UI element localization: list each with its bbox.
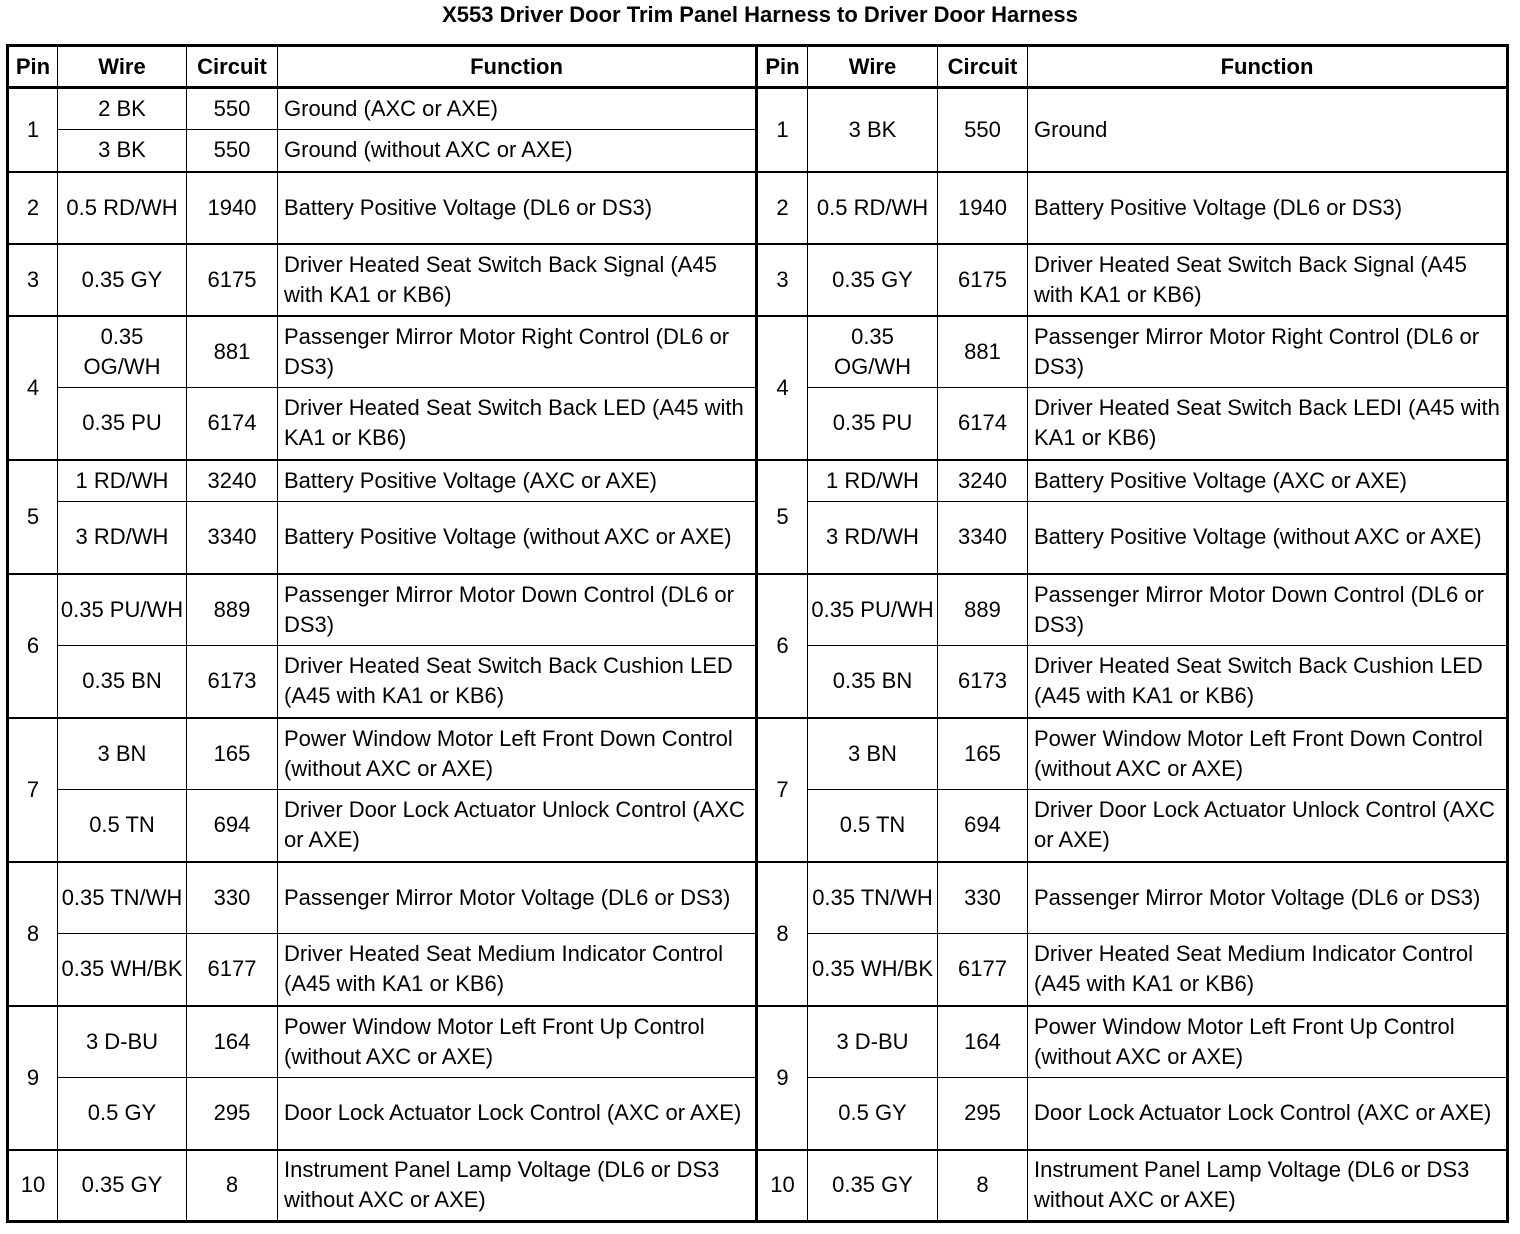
header-circuit: Circuit — [187, 46, 278, 88]
circuit-cell: 550 — [187, 88, 278, 130]
pin-cell: 3 — [757, 244, 808, 316]
header-function: Function — [1028, 46, 1508, 88]
circuit-cell: 1940 — [938, 172, 1028, 244]
pin-cell: 1 — [8, 88, 58, 172]
wire-cell: 0.5 TN — [808, 790, 938, 862]
table-row — [8, 316, 1508, 388]
table-row — [8, 172, 1508, 244]
circuit-cell: 6175 — [187, 244, 278, 316]
function-cell: Passenger Mirror Motor Voltage (DL6 or DS3) — [1028, 862, 1508, 934]
table-row — [8, 862, 1508, 934]
pin-cell: 9 — [757, 1006, 808, 1150]
wire-cell: 0.35 PU/WH — [58, 574, 187, 646]
function-cell: Battery Positive Voltage (without AXC or AXE) — [278, 502, 757, 574]
wire-cell: 0.35 GY — [58, 1150, 187, 1222]
wire-cell: 0.5 GY — [58, 1078, 187, 1150]
pin-cell: 10 — [8, 1150, 58, 1222]
circuit-cell: 881 — [938, 316, 1028, 388]
header-circuit: Circuit — [938, 46, 1028, 88]
circuit-cell: 3240 — [938, 460, 1028, 502]
circuit-cell: 3340 — [187, 502, 278, 574]
table-row — [8, 718, 1508, 790]
pin-cell: 6 — [757, 574, 808, 718]
function-cell: Ground (without AXC or AXE) — [278, 130, 757, 172]
function-cell: Driver Heated Seat Switch Back LED (A45 with KA1 or KB6) — [278, 388, 757, 460]
function-cell: Battery Positive Voltage (without AXC or AXE) — [1028, 502, 1508, 574]
pin-cell: 2 — [757, 172, 808, 244]
function-cell: Power Window Motor Left Front Up Control (without AXC or AXE) — [1028, 1006, 1508, 1078]
header-row — [8, 46, 1508, 88]
pin-cell: 5 — [8, 460, 58, 574]
pin-cell: 6 — [8, 574, 58, 718]
wire-cell: 0.5 RD/WH — [58, 172, 187, 244]
pin-cell: 3 — [8, 244, 58, 316]
function-cell: Passenger Mirror Motor Down Control (DL6 or DS3) — [278, 574, 757, 646]
function-cell: Power Window Motor Left Front Down Control (without AXC or AXE) — [1028, 718, 1508, 790]
circuit-cell: 3340 — [938, 502, 1028, 574]
circuit-cell: 6174 — [187, 388, 278, 460]
table-row — [8, 1150, 1508, 1222]
function-cell: Ground (AXC or AXE) — [278, 88, 757, 130]
circuit-cell: 295 — [187, 1078, 278, 1150]
pin-cell: 4 — [757, 316, 808, 460]
circuit-cell: 164 — [187, 1006, 278, 1078]
function-cell: Driver Heated Seat Switch Back Signal (A45 with KA1 or KB6) — [278, 244, 757, 316]
function-cell: Instrument Panel Lamp Voltage (DL6 or DS3 without AXC or AXE) — [278, 1150, 757, 1222]
circuit-cell: 164 — [938, 1006, 1028, 1078]
function-cell: Driver Heated Seat Medium Indicator Control (A45 with KA1 or KB6) — [278, 934, 757, 1006]
circuit-cell: 6174 — [938, 388, 1028, 460]
wire-cell: 0.35 TN/WH — [808, 862, 938, 934]
circuit-cell: 295 — [938, 1078, 1028, 1150]
pin-cell: 8 — [757, 862, 808, 1006]
circuit-cell: 6173 — [187, 646, 278, 718]
function-cell: Driver Heated Seat Switch Back LEDI (A45 with KA1 or KB6) — [1028, 388, 1508, 460]
function-cell: Battery Positive Voltage (AXC or AXE) — [278, 460, 757, 502]
circuit-cell: 330 — [938, 862, 1028, 934]
wire-cell: 0.35 GY — [58, 244, 187, 316]
wire-cell: 0.35 OG/WH — [58, 316, 187, 388]
header-pin: Pin — [757, 46, 808, 88]
circuit-cell: 694 — [938, 790, 1028, 862]
wire-cell: 0.35 PU — [808, 388, 938, 460]
wire-cell: 3 D-BU — [58, 1006, 187, 1078]
wire-cell: 1 RD/WH — [808, 460, 938, 502]
pin-cell: 10 — [757, 1150, 808, 1222]
pin-cell: 7 — [757, 718, 808, 862]
function-cell: Driver Heated Seat Switch Back Cushion LED (A45 with KA1 or KB6) — [1028, 646, 1508, 718]
circuit-cell: 6177 — [938, 934, 1028, 1006]
wire-cell: 3 RD/WH — [58, 502, 187, 574]
function-cell: Instrument Panel Lamp Voltage (DL6 or DS3 without AXC or AXE) — [1028, 1150, 1508, 1222]
function-cell: Passenger Mirror Motor Right Control (DL6 or DS3) — [1028, 316, 1508, 388]
pinout-body — [8, 88, 1508, 1222]
table-row — [8, 460, 1508, 502]
function-cell: Door Lock Actuator Lock Control (AXC or AXE) — [278, 1078, 757, 1150]
wire-cell: 0.5 GY — [808, 1078, 938, 1150]
circuit-cell: 1940 — [187, 172, 278, 244]
wire-cell: 2 BK — [58, 88, 187, 130]
circuit-cell: 165 — [187, 718, 278, 790]
header-function: Function — [278, 46, 757, 88]
wire-cell: 0.35 BN — [58, 646, 187, 718]
pin-cell: 7 — [8, 718, 58, 862]
pin-cell: 4 — [8, 316, 58, 460]
circuit-cell: 6177 — [187, 934, 278, 1006]
circuit-cell: 8 — [187, 1150, 278, 1222]
circuit-cell: 165 — [938, 718, 1028, 790]
wire-cell: 3 BN — [58, 718, 187, 790]
wire-cell: 3 BK — [808, 88, 938, 172]
circuit-cell: 550 — [938, 88, 1028, 172]
wire-cell: 0.35 PU/WH — [808, 574, 938, 646]
function-cell: Passenger Mirror Motor Voltage (DL6 or DS3) — [278, 862, 757, 934]
function-cell: Battery Positive Voltage (AXC or AXE) — [1028, 460, 1508, 502]
function-cell: Driver Door Lock Actuator Unlock Control (AXC or AXE) — [278, 790, 757, 862]
wire-cell: 0.35 WH/BK — [808, 934, 938, 1006]
function-cell: Door Lock Actuator Lock Control (AXC or AXE) — [1028, 1078, 1508, 1150]
function-cell: Power Window Motor Left Front Down Control (without AXC or AXE) — [278, 718, 757, 790]
function-cell: Power Window Motor Left Front Up Control (without AXC or AXE) — [278, 1006, 757, 1078]
function-cell: Driver Heated Seat Medium Indicator Control (A45 with KA1 or KB6) — [1028, 934, 1508, 1006]
function-cell: Driver Heated Seat Switch Back Signal (A45 with KA1 or KB6) — [1028, 244, 1508, 316]
function-cell: Passenger Mirror Motor Down Control (DL6 or DS3) — [1028, 574, 1508, 646]
wire-cell: 0.35 PU — [58, 388, 187, 460]
circuit-cell: 3240 — [187, 460, 278, 502]
header-wire: Wire — [808, 46, 938, 88]
circuit-cell: 889 — [187, 574, 278, 646]
wire-cell: 3 RD/WH — [808, 502, 938, 574]
function-cell: Driver Heated Seat Switch Back Cushion LED (A45 with KA1 or KB6) — [278, 646, 757, 718]
function-cell: Passenger Mirror Motor Right Control (DL6 or DS3) — [278, 316, 757, 388]
table-row — [8, 244, 1508, 316]
circuit-cell: 889 — [938, 574, 1028, 646]
circuit-cell: 881 — [187, 316, 278, 388]
circuit-cell: 6173 — [938, 646, 1028, 718]
circuit-cell: 6175 — [938, 244, 1028, 316]
function-cell: Battery Positive Voltage (DL6 or DS3) — [278, 172, 757, 244]
wire-cell: 0.35 TN/WH — [58, 862, 187, 934]
header-pin: Pin — [8, 46, 58, 88]
wire-cell: 0.35 WH/BK — [58, 934, 187, 1006]
pin-cell: 5 — [757, 460, 808, 574]
wire-cell: 1 RD/WH — [58, 460, 187, 502]
wire-cell: 3 D-BU — [808, 1006, 938, 1078]
table-row — [8, 574, 1508, 646]
wire-cell: 3 BK — [58, 130, 187, 172]
pin-cell: 1 — [757, 88, 808, 172]
circuit-cell: 694 — [187, 790, 278, 862]
pin-cell: 8 — [8, 862, 58, 1006]
page-title: X553 Driver Door Trim Panel Harness to Driver Door Harness — [442, 2, 1078, 27]
header-wire: Wire — [58, 46, 187, 88]
wire-cell: 0.35 GY — [808, 1150, 938, 1222]
wire-cell: 0.35 BN — [808, 646, 938, 718]
table-row — [8, 88, 1508, 130]
pinout-table — [6, 44, 1509, 1223]
pin-cell: 9 — [8, 1006, 58, 1150]
function-cell: Driver Door Lock Actuator Unlock Control (AXC or AXE) — [1028, 790, 1508, 862]
circuit-cell: 330 — [187, 862, 278, 934]
wire-cell: 0.5 TN — [58, 790, 187, 862]
circuit-cell: 8 — [938, 1150, 1028, 1222]
function-cell: Battery Positive Voltage (DL6 or DS3) — [1028, 172, 1508, 244]
wire-cell: 0.35 OG/WH — [808, 316, 938, 388]
circuit-cell: 550 — [187, 130, 278, 172]
pin-cell: 2 — [8, 172, 58, 244]
wire-cell: 0.5 RD/WH — [808, 172, 938, 244]
wire-cell: 0.35 GY — [808, 244, 938, 316]
table-row — [8, 1006, 1508, 1078]
wire-cell: 3 BN — [808, 718, 938, 790]
function-cell: Ground — [1028, 88, 1508, 172]
